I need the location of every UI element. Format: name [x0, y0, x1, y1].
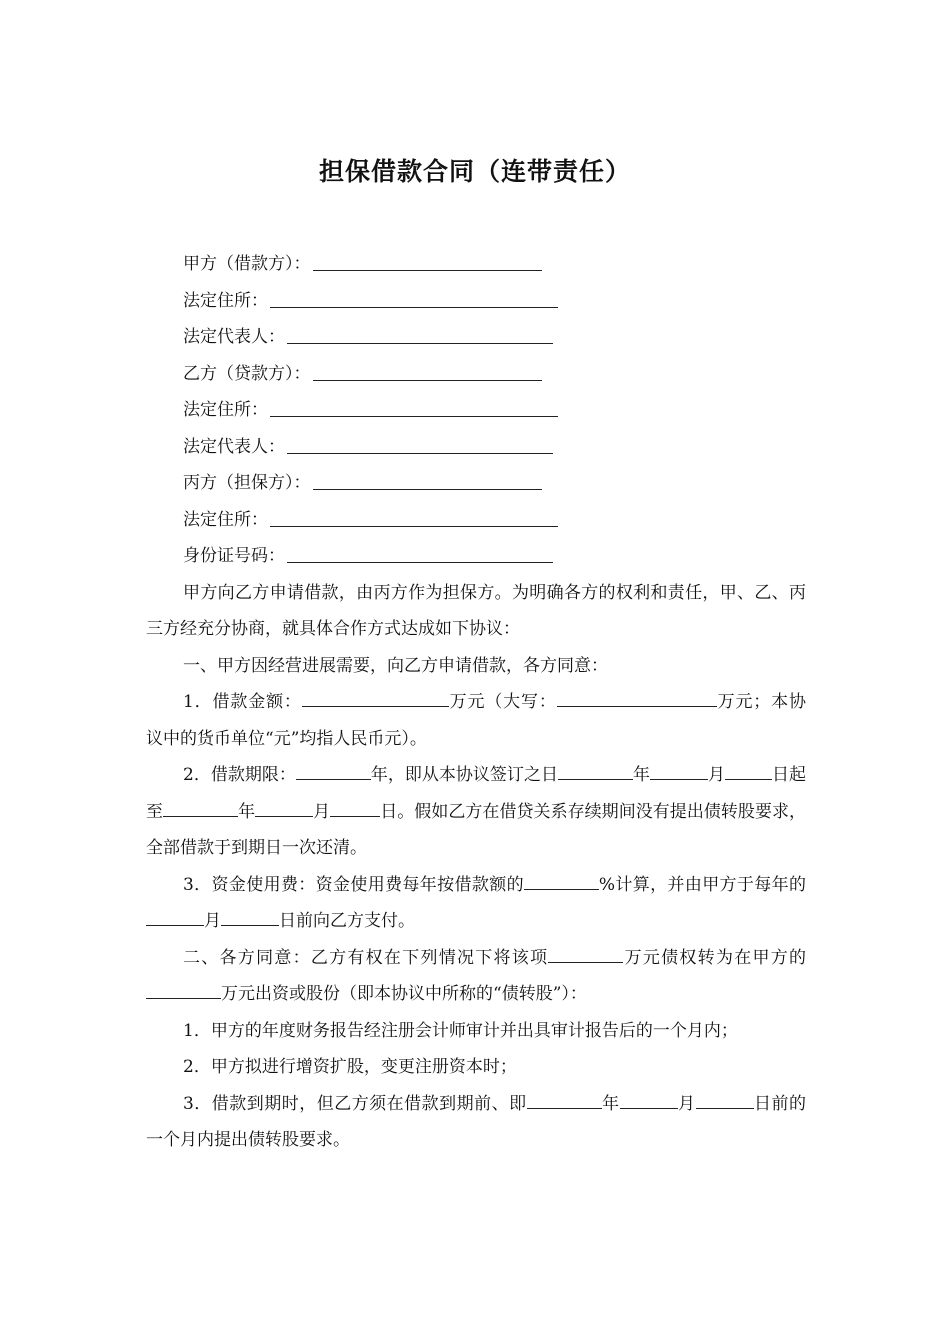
blank-line	[725, 762, 756, 780]
field-party-b	[146, 356, 806, 393]
text-run: 月	[707, 765, 725, 785]
text-run: 二、各方同意：乙方有权在下列情况下将该项	[183, 947, 549, 968]
text-run: 万元出资或股份（即本协议中所称的“债转股”）：	[221, 984, 587, 1004]
field-label: 法定代表人：	[183, 327, 285, 347]
clause-2-item-1: 1．甲方的年度财务报告经注册会计师审计并出具审计报告后的一个月内；	[183, 1020, 738, 1041]
intro-paragraph: 甲方向乙方申请借款，由丙方作为担保方。为明确各方的权利和责任，甲、乙、丙三方经充分协商，就具体合作方式达成如下协议：	[146, 582, 806, 639]
blank-line	[287, 342, 553, 344]
blank-line	[146, 908, 204, 926]
blank-line	[696, 1091, 754, 1109]
blank-line	[558, 762, 633, 780]
clause-1-heading: 一、甲方因经营进展需要，向乙方申请借款，各方同意：	[183, 655, 608, 676]
blank-line	[270, 525, 558, 527]
clause-1-item-3	[146, 867, 806, 940]
field-party-c-id	[146, 538, 806, 575]
field-party-a-address	[146, 283, 806, 320]
document-body	[146, 246, 806, 1159]
blank-line	[296, 762, 371, 780]
field-label: 法定住所：	[183, 290, 268, 311]
blank-line	[313, 488, 542, 490]
clause-2-heading	[146, 940, 806, 1013]
blank-line	[756, 762, 772, 780]
field-party-b-representative	[146, 429, 806, 466]
text-run: 日起至	[146, 765, 807, 822]
text-run: 年	[601, 1093, 620, 1114]
blank-line	[650, 762, 708, 780]
text-run: 万元；本协议中的货币单位“元”均指人民币元）。	[146, 692, 807, 749]
blank-line	[620, 1091, 678, 1109]
text-run: 日前向乙方支付。	[279, 911, 415, 931]
blank-line	[270, 306, 558, 308]
text-run: 月	[677, 1093, 696, 1114]
text-run: 年，即从本协议签订之日	[370, 765, 558, 785]
text-run: 1．借款金额：	[183, 692, 302, 712]
field-party-a	[146, 246, 806, 283]
blank-line	[330, 799, 380, 817]
clause-2-item-2: 2．甲方拟进行增资扩股，变更注册资本时；	[183, 1057, 517, 1077]
field-label: 甲方（借款方）：	[183, 254, 311, 274]
text-run: 3．资金使用费：资金使用费每年按借款额的	[183, 874, 524, 895]
blank-line	[287, 561, 553, 563]
blank-line	[255, 799, 313, 817]
clause-1-item-1	[146, 684, 806, 757]
field-label: 身份证号码：	[183, 546, 285, 566]
blank-line	[524, 872, 599, 890]
blank-line	[302, 689, 449, 707]
clause-2-item-3	[146, 1086, 806, 1159]
field-label: 法定住所：	[183, 400, 268, 420]
blank-line	[313, 379, 542, 381]
text-run: 月	[313, 801, 331, 822]
text-run: 日前的一个月内提出债转股要求。	[146, 1093, 807, 1150]
field-party-b-address	[146, 392, 806, 429]
text-run: 2．借款期限：	[183, 765, 296, 785]
blank-line	[548, 945, 623, 963]
blank-line	[527, 1091, 602, 1109]
text-run: 年	[632, 765, 650, 785]
blank-line	[163, 799, 238, 817]
field-label: 乙方（贷款方）：	[183, 363, 311, 384]
text-run: 万元（大写：	[448, 692, 557, 712]
blank-line	[313, 269, 542, 271]
text-run: 3．借款到期时，但乙方须在借款到期前、即	[183, 1093, 527, 1114]
blank-line	[557, 689, 717, 707]
blank-line	[146, 981, 221, 999]
clause-1-item-2	[146, 757, 806, 867]
field-label: 法定住所：	[183, 509, 268, 530]
field-party-c	[146, 465, 806, 502]
text-run: 日。假如乙方在借贷关系存续期间没有提出债转股要求，全部借款于到期日一次还清。	[146, 801, 807, 858]
field-label: 丙方（担保方）：	[183, 473, 311, 493]
text-run: 万元债权转为在甲方的	[623, 947, 807, 968]
blank-line	[287, 452, 553, 454]
field-label: 法定代表人：	[183, 436, 285, 457]
field-party-c-address	[146, 502, 806, 539]
text-run: 月	[204, 911, 221, 931]
field-party-a-representative	[146, 319, 806, 356]
blank-line	[221, 908, 279, 926]
text-run: %计算，并由甲方于每年的	[598, 874, 806, 895]
document-title: 担保借款合同（连带责任）	[318, 157, 631, 186]
blank-line	[270, 415, 558, 417]
text-run: 年	[238, 801, 256, 822]
